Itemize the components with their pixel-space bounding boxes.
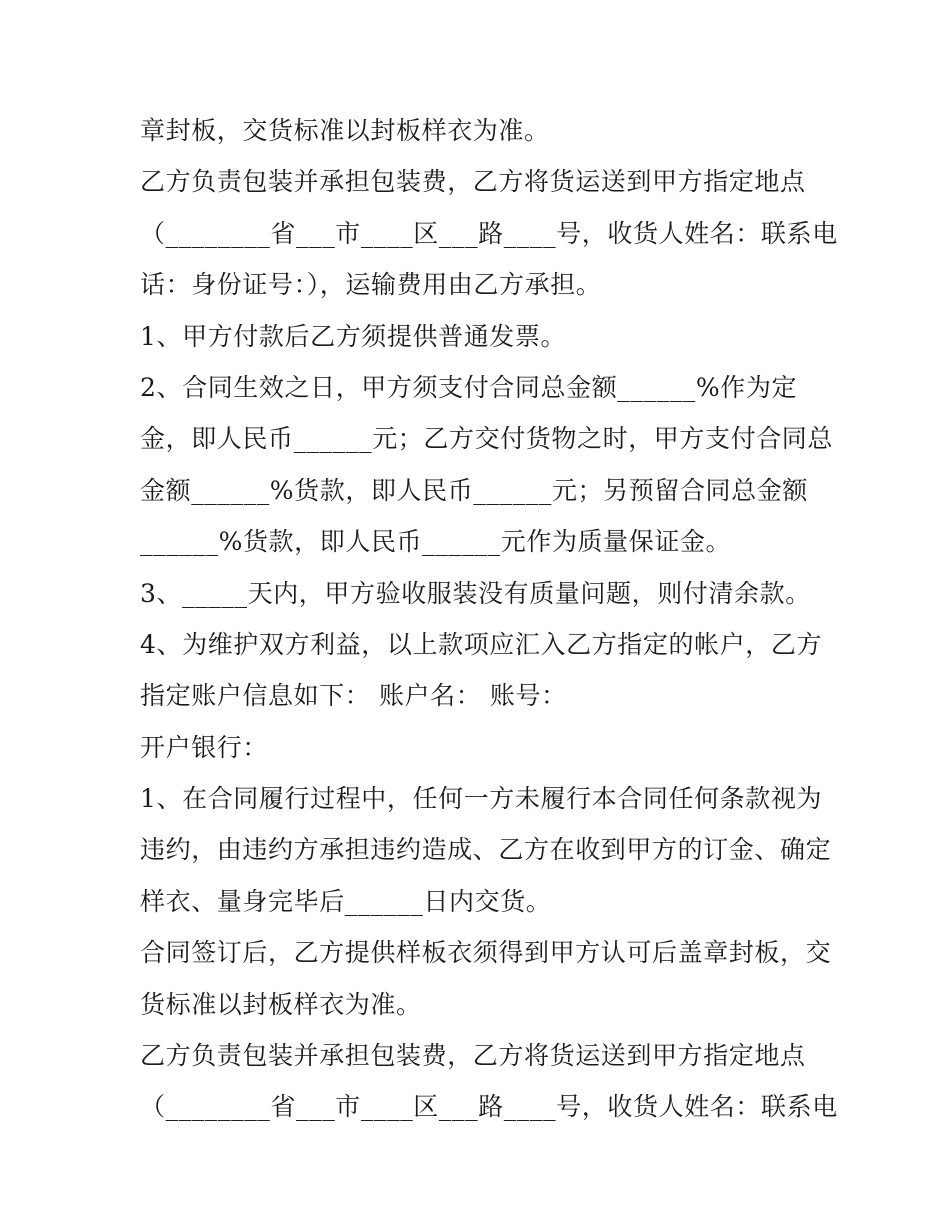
text-line: 2、合同生效之日，甲方须支付合同总金额______%作为定: [140, 372, 798, 402]
text-line: 3、_____天内，甲方验收服装没有质量问题，则付清余款。: [140, 578, 811, 608]
text-line: 1、甲方付款后乙方须提供普通发票。: [140, 321, 567, 351]
text-line: 货标准以封板样衣为准。: [140, 989, 422, 1019]
text-line: （________省___市____区___路____号，收货人姓名：联系电: [140, 1092, 838, 1122]
text-line: ______%货款，即人民币______元作为质量保证金。: [140, 527, 732, 557]
text-line: 样衣、量身完毕后______日内交货。: [140, 886, 552, 916]
text-line: 违约，由违约方承担违约造成、乙方在收到甲方的订金、确定: [140, 835, 832, 865]
text-line: 章封板，交货标准以封板样衣为准。: [140, 116, 550, 145]
text-line: 乙方负责包装并承担包装费，乙方将货运送到甲方指定地点: [140, 1041, 806, 1071]
text-line: （________省___市____区___路____号，收货人姓名：联系电: [140, 218, 838, 248]
text-line: 1、在合同履行过程中，任何一方未履行本合同任何条款视为: [140, 784, 823, 814]
text-line: 乙方负责包装并承担包装费，乙方将货运送到甲方指定地点: [140, 167, 806, 197]
text-line: 开户银行：: [140, 732, 269, 762]
document-body: [140, 105, 838, 1133]
text-line: 金，即人民币______元；乙方交付货物之时，甲方支付合同总: [140, 424, 834, 454]
text-line: 话：身份证号：），运输费用由乙方承担。: [140, 270, 602, 300]
text-line: 金额______%货款，即人民币______元；另预留合同总金额: [140, 475, 808, 505]
text-line: 指定账户信息如下： 账户名： 账号：: [140, 681, 567, 711]
text-line: 合同签订后，乙方提供样板衣须得到甲方认可后盖章封板，交: [140, 938, 832, 968]
text-line: 4、为维护双方利益，以上款项应汇入乙方指定的帐户，乙方: [140, 629, 823, 659]
